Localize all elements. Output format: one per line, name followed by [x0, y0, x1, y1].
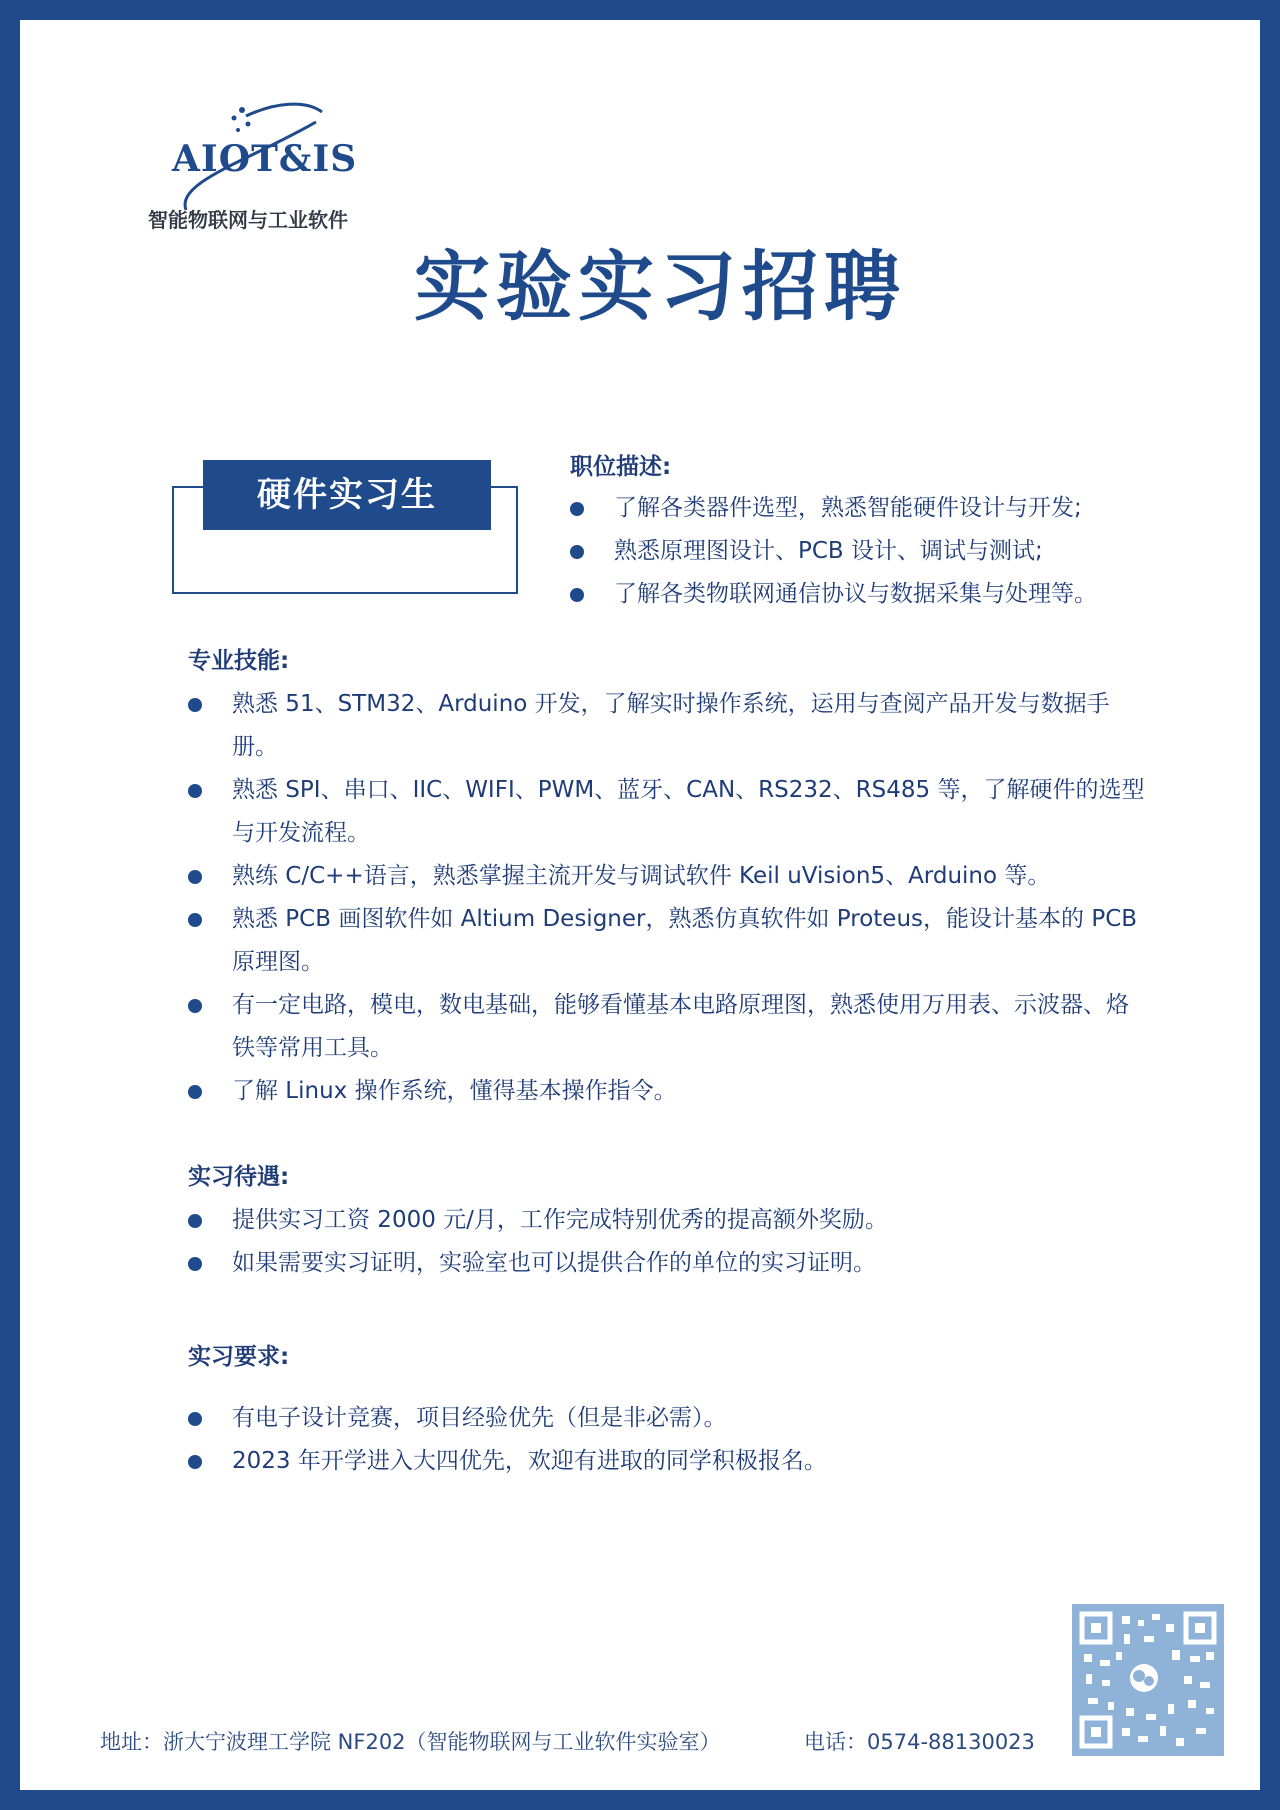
duties-heading: 职位描述:: [570, 454, 672, 480]
wechat-qr-code: [1072, 1604, 1224, 1756]
bullet-icon: [570, 502, 584, 516]
list-item: 熟悉 SPI、串口、IIC、WIFI、PWM、蓝牙、CAN、RS232、RS485 等，了解硬件的选型与开发流程。: [188, 769, 1148, 855]
bullet-icon: [188, 913, 202, 927]
list-item: 有一定电路，模电，数电基础，能够看懂基本电路原理图，熟悉使用万用表、示波器、烙铁等常用工具。: [188, 984, 1148, 1070]
requirements-heading: 实习要求:: [188, 1344, 290, 1370]
bullet-icon: [188, 1214, 202, 1228]
requirements-list: [188, 1397, 1148, 1483]
list-item: 了解各类物联网通信协议与数据采集与处理等。: [570, 573, 1170, 616]
list-item: 有电子设计竞赛，项目经验优先（但是非必需）。: [188, 1397, 1148, 1440]
bullet-icon: [188, 1455, 202, 1469]
bullet-icon: [188, 698, 202, 712]
logo-subtitle: 智能物联网与工业软件: [148, 208, 348, 232]
bullet-icon: [188, 870, 202, 884]
list-item: 熟练 C/C++语言，熟悉掌握主流开发与调试软件 Keil uVision5、Arduino 等。: [188, 855, 1148, 898]
qr-code-icon: [1072, 1604, 1224, 1756]
list-item: 了解 Linux 操作系统，懂得基本操作指令。: [188, 1070, 1148, 1113]
bullet-icon: [570, 545, 584, 559]
list-item: 熟悉 51、STM32、Arduino 开发，了解实时操作系统，运用与查阅产品开发与数据手册。: [188, 683, 1148, 769]
duties-list: [570, 487, 1170, 616]
duties-section: [570, 448, 1170, 616]
logo-brand: AIOT&IS: [172, 138, 358, 180]
skills-heading: 专业技能:: [188, 648, 290, 674]
list-item: 熟悉 PCB 画图软件如 Altium Designer，熟悉仿真软件如 Proteus，能设计基本的 PCB 原理图。: [188, 898, 1148, 984]
treatment-section: [188, 1158, 1148, 1285]
list-item: 2023 年开学进入大四优先，欢迎有进取的同学积极报名。: [188, 1440, 1148, 1483]
footer-address: 地址：浙大宁波理工学院 NF202（智能物联网与工业软件实验室）: [100, 1730, 721, 1754]
list-item: 如果需要实习证明，实验室也可以提供合作的单位的实习证明。: [188, 1242, 1148, 1285]
position-label: 硬件实习生: [203, 460, 491, 530]
skills-list: [188, 683, 1148, 1113]
bullet-icon: [570, 588, 584, 602]
bullet-icon: [188, 1412, 202, 1426]
list-item: 了解各类器件选型，熟悉智能硬件设计与开发;: [570, 487, 1170, 530]
bullet-icon: [188, 784, 202, 798]
bullet-icon: [188, 1085, 202, 1099]
page-title: 实验实习招聘: [414, 242, 906, 331]
treatment-list: [188, 1199, 1148, 1285]
requirements-section: [188, 1338, 1148, 1483]
treatment-heading: 实习待遇:: [188, 1164, 290, 1190]
skills-section: [188, 642, 1148, 1113]
list-item: 提供实习工资 2000 元/月，工作完成特别优秀的提高额外奖励。: [188, 1199, 1148, 1242]
bullet-icon: [188, 999, 202, 1013]
footer-phone: 电话：0574-88130023: [804, 1730, 1035, 1754]
bullet-icon: [188, 1257, 202, 1271]
list-item: 熟悉原理图设计、PCB 设计、调试与测试;: [570, 530, 1170, 573]
